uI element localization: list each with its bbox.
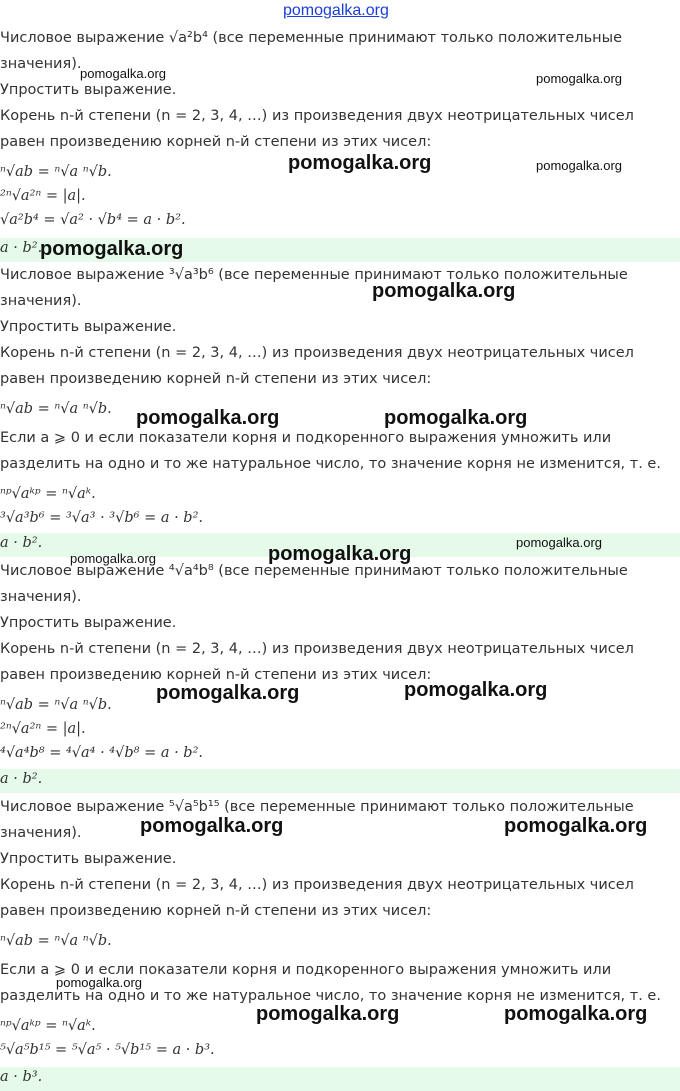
watermark: pomogalka.org [136, 407, 280, 429]
rule-text: Корень n-й степени (n = 2, 3, 4, …) из произведения двух неотрицательных чисел [0, 108, 634, 124]
watermark: pomogalka.org [40, 238, 184, 260]
rule-text-cont: равен произведению корней n-й степени из этих чисел: [0, 371, 432, 387]
problem-statement: Числовое выражение ³√a³b⁶ (все переменные принимают только положительные [0, 267, 628, 283]
formula: ⁿ√ab = ⁿ√a ⁿ√b. [0, 933, 112, 949]
watermark: pomogalka.org [80, 66, 166, 81]
instruction: Упростить выражение. [0, 82, 177, 98]
watermark: pomogalka.org [56, 975, 142, 990]
answer: a · b². [0, 771, 43, 787]
problem-statement: Числовое выражение √a²b⁴ (все переменные принимают только положительные [0, 30, 622, 46]
formula: ⁿᵖ√aᵏᵖ = ⁿ√aᵏ. [0, 1018, 96, 1034]
formula: ⁿ√ab = ⁿ√a ⁿ√b. [0, 164, 112, 180]
formula-result: ³√a³b⁶ = ³√a³ · ³√b⁶ = a · b². [0, 510, 203, 526]
formula-result: ⁴√a⁴b⁸ = ⁴√a⁴ · ⁴√b⁸ = a · b². [0, 745, 203, 761]
rule-text: Если a ⩾ 0 и если показатели корня и подкоренного выражения умножить или [0, 430, 612, 446]
problem-statement-cont: значения). [0, 825, 82, 841]
formula-result: √a²b⁴ = √a² · √b⁴ = a · b². [0, 212, 186, 228]
answer-highlight [0, 1067, 680, 1091]
watermark: pomogalka.org [268, 543, 412, 565]
watermark: pomogalka.org [504, 815, 648, 837]
problem-statement: Числовое выражение ⁴√a⁴b⁸ (все переменные принимают только положительные [0, 563, 628, 579]
rule-text-cont: равен произведению корней n-й степени из этих чисел: [0, 134, 432, 150]
watermark: pomogalka.org [536, 71, 622, 86]
rule-text: Корень n-й степени (n = 2, 3, 4, …) из произведения двух неотрицательных чисел [0, 641, 634, 657]
rule-text-cont: равен произведению корней n-й степени из этих чисел: [0, 667, 432, 683]
rule-text: Корень n-й степени (n = 2, 3, 4, …) из произведения двух неотрицательных чисел [0, 345, 634, 361]
rule-text: Если a ⩾ 0 и если показатели корня и подкоренного выражения умножить или [0, 962, 612, 978]
problem-statement-cont: значения). [0, 293, 82, 309]
answer: a · b³. [0, 1069, 43, 1085]
watermark: pomogalka.org [404, 679, 548, 701]
rule-text: Корень n-й степени (n = 2, 3, 4, …) из произведения двух неотрицательных чисел [0, 877, 634, 893]
instruction: Упростить выражение. [0, 615, 177, 631]
instruction: Упростить выражение. [0, 319, 177, 335]
watermark: pomogalka.org [70, 551, 156, 566]
problem-statement: Числовое выражение ⁵√a⁵b¹⁵ (все переменные принимают только положительные [0, 799, 634, 815]
watermark: pomogalka.org [256, 1003, 400, 1025]
problem-statement-cont: значения). [0, 589, 82, 605]
rule-text-cont: разделить на одно и то же натуральное число, то значение корня не изменится, т. е. [0, 456, 661, 472]
watermark: pomogalka.org [288, 152, 432, 174]
formula: ⁿ√ab = ⁿ√a ⁿ√b. [0, 401, 112, 417]
watermark: pomogalka.org [504, 1003, 648, 1025]
watermark: pomogalka.org [156, 682, 300, 704]
formula: ⁿᵖ√aᵏᵖ = ⁿ√aᵏ. [0, 486, 96, 502]
rule-text-cont: разделить на одно и то же натуральное число, то значение корня не изменится, т. е. [0, 988, 661, 1004]
formula-result: ⁵√a⁵b¹⁵ = ⁵√a⁵ · ⁵√b¹⁵ = a · b³. [0, 1042, 215, 1058]
watermark-link[interactable]: pomogalka.org [283, 2, 389, 19]
formula: ²ⁿ√a²ⁿ = |a|. [0, 188, 86, 204]
answer: a · b². [0, 240, 43, 256]
watermark: pomogalka.org [372, 280, 516, 302]
instruction: Упростить выражение. [0, 851, 177, 867]
answer-highlight [0, 769, 680, 793]
watermark: pomogalka.org [536, 158, 622, 173]
watermark: pomogalka.org [140, 815, 284, 837]
answer: a · b². [0, 535, 43, 551]
formula: ⁿ√ab = ⁿ√a ⁿ√b. [0, 697, 112, 713]
watermark: pomogalka.org [516, 535, 602, 550]
rule-text-cont: равен произведению корней n-й степени из этих чисел: [0, 903, 432, 919]
watermark: pomogalka.org [384, 407, 528, 429]
formula: ²ⁿ√a²ⁿ = |a|. [0, 721, 86, 737]
problem-statement-cont: значения). [0, 56, 82, 72]
